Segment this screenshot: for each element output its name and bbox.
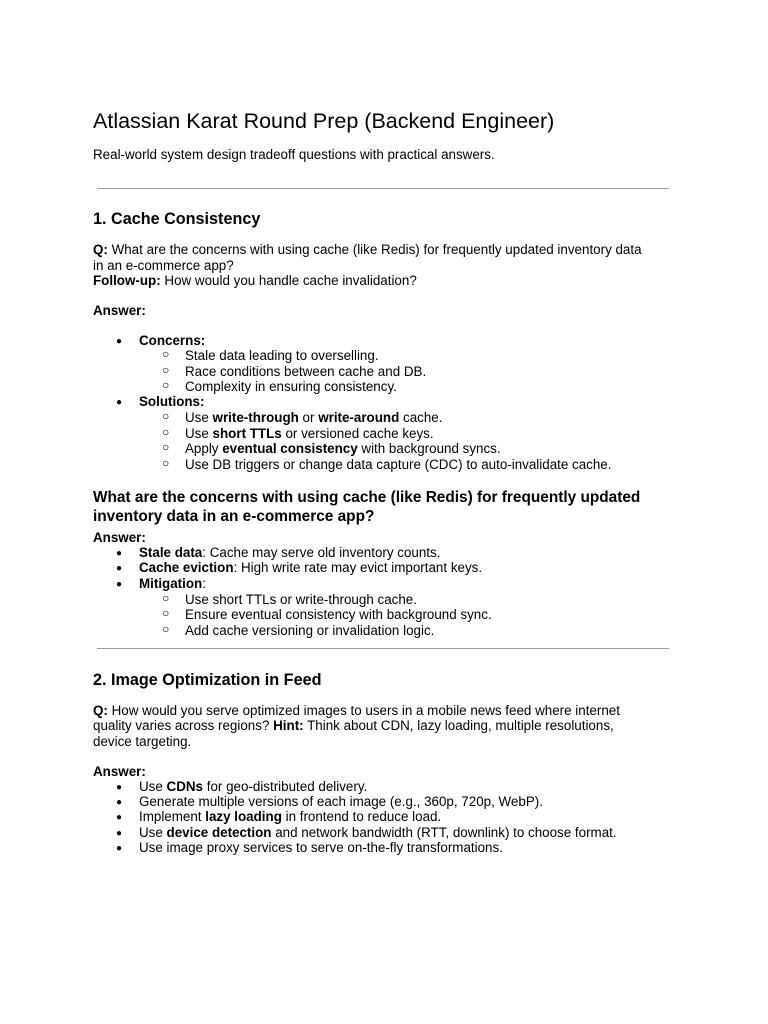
list-item: Stale data leading to overselling.	[185, 348, 379, 363]
list-item: Stale data: Cache may serve old inventory counts.	[139, 545, 441, 560]
bullet-circle-icon: ○	[162, 347, 170, 361]
bullet-circle-icon: ○	[162, 409, 170, 423]
list-item: Use CDNs for geo-distributed delivery.	[139, 779, 368, 794]
list-item: Mitigation:	[139, 576, 206, 591]
list-item: Apply eventual consistency with background syncs.	[185, 441, 501, 456]
answer-label: Answer:	[93, 303, 146, 318]
question-heading: What are the concerns with using cache (like Redis) for frequently updated inventory data in an e-commerce app?	[93, 489, 641, 525]
list-item: Use image proxy services to serve on-the-fly transformations.	[139, 840, 503, 855]
list-item: Implement lazy loading in frontend to reduce load.	[139, 809, 442, 824]
bullet-disc-icon: ●	[116, 797, 123, 808]
follow-up-text: How would you handle cache invalidation?	[160, 273, 417, 288]
divider	[97, 648, 669, 649]
q-label: Q:	[93, 242, 108, 257]
bullet-circle-icon: ○	[162, 456, 170, 470]
bullet-disc-icon: ●	[116, 579, 123, 590]
list-item: Add cache versioning or invalidation logic.	[185, 623, 435, 638]
question-text: What are the concerns with using cache (like Redis) for frequently updated inventory data	[107, 242, 642, 257]
bullet-circle-icon: ○	[162, 425, 170, 439]
section-heading-image-optimization: 2. Image Optimization in Feed	[93, 671, 322, 689]
bullet-disc-icon: ●	[116, 336, 123, 347]
bullet-disc-icon: ●	[116, 828, 123, 839]
question-line-2: quality varies across regions? Hint: Think about CDN, lazy loading, multiple resolutions,	[93, 718, 614, 733]
solutions-label: Solutions:	[139, 394, 205, 409]
list-item: Use write-through or write-around cache.	[185, 410, 443, 425]
bullet-disc-icon: ●	[116, 843, 123, 854]
bullet-disc-icon: ●	[116, 812, 123, 823]
follow-up-label: Follow-up:	[93, 273, 161, 288]
bullet-circle-icon: ○	[162, 378, 170, 392]
hint-label: Hint:	[273, 718, 304, 733]
list-item: Use short TTLs or versioned cache keys.	[185, 426, 434, 441]
question-line-3: device targeting.	[93, 734, 192, 749]
bullet-disc-icon: ●	[116, 782, 123, 793]
list-item: Use DB triggers or change data capture (CDC) to auto-invalidate cache.	[185, 457, 612, 472]
bullet-circle-icon: ○	[162, 591, 170, 605]
answer-label: Answer:	[93, 764, 146, 779]
list-item: Generate multiple versions of each image (e.g., 360p, 720p, WebP).	[139, 794, 543, 809]
question-line	[93, 242, 642, 257]
bullet-circle-icon: ○	[162, 440, 170, 454]
answer-label: Answer:	[93, 530, 146, 545]
divider	[97, 188, 669, 189]
list-item: Ensure eventual consistency with background sync.	[185, 607, 492, 622]
document-subtitle: Real-world system design tradeoff questions with practical answers.	[93, 147, 495, 162]
follow-up-line	[93, 273, 417, 288]
document-title: Atlassian Karat Round Prep (Backend Engineer)	[93, 109, 555, 133]
bullet-circle-icon: ○	[162, 363, 170, 377]
bullet-disc-icon: ●	[116, 563, 123, 574]
concerns-label: Concerns:	[139, 333, 206, 348]
bullet-disc-icon: ●	[116, 397, 123, 408]
list-item: Race conditions between cache and DB.	[185, 364, 427, 379]
list-item: Use device detection and network bandwidth (RTT, downlink) to choose format.	[139, 825, 617, 840]
bullet-disc-icon: ●	[116, 548, 123, 559]
list-item: Complexity in ensuring consistency.	[185, 379, 397, 394]
question-line: Q: How would you serve optimized images to users in a mobile news feed where internet	[93, 703, 620, 718]
bullet-circle-icon: ○	[162, 622, 170, 636]
list-item: Use short TTLs or write-through cache.	[185, 592, 417, 607]
question-line-2: in an e-commerce app?	[93, 258, 234, 273]
bullet-circle-icon: ○	[162, 606, 170, 620]
section-heading-cache-consistency: 1. Cache Consistency	[93, 210, 261, 228]
list-item: Cache eviction: High write rate may evict important keys.	[139, 560, 483, 575]
